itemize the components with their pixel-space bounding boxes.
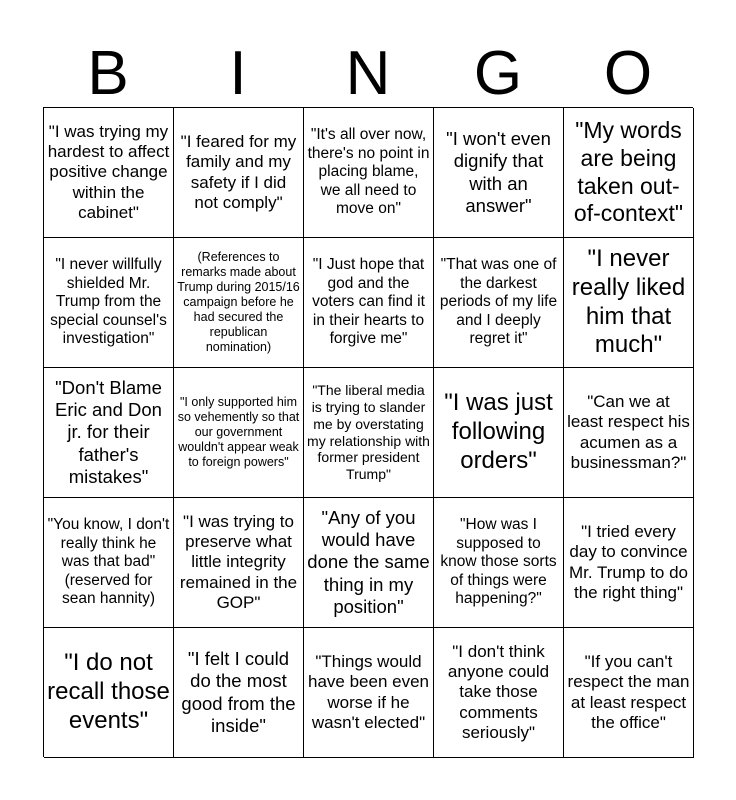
bingo-cell[interactable]: "You know, I don't really think he was that bad" (reserved for sean hannity) [44,498,174,628]
bingo-cell[interactable]: "I feared for my family and my safety if I did not comply" [174,108,304,238]
bingo-cell[interactable]: "The liberal media is trying to slander me by overstating my relationship with former president Trump" [304,368,434,498]
bingo-cell[interactable]: "Can we at least respect his acumen as a businessman?" [564,368,694,498]
bingo-cell[interactable]: "I don't think anyone could take those comments seriously" [434,628,564,758]
header-letter-b: B [87,39,129,108]
bingo-cell[interactable]: "I was just following orders" [434,368,564,498]
bingo-cell[interactable]: "I was trying to preserve what little integrity remained in the GOP" [174,498,304,628]
bingo-cell[interactable]: "I only supported him so vehemently so that our government wouldn't appear weak to foreign powers" [174,368,304,498]
bingo-cell[interactable]: "That was one of the darkest periods of my life and I deeply regret it" [434,238,564,368]
bingo-cell[interactable]: "I tried every day to convince Mr. Trump to do the right thing" [564,498,694,628]
bingo-cell[interactable]: "Any of you would have done the same thing in my position" [304,498,434,628]
bingo-board [43,107,693,757]
header-letter-g: G [473,39,523,108]
bingo-cell[interactable]: "Things would have been even worse if he wasn't elected" [304,628,434,758]
bingo-cell[interactable]: "I won't even dignify that with an answer" [434,108,564,238]
bingo-cell[interactable]: "Don't Blame Eric and Don jr. for their father's mistakes" [44,368,174,498]
bingo-cell[interactable]: (References to remarks made about Trump during 2015/16 campaign before he had secured the republican nomination) [174,238,304,368]
bingo-cell[interactable]: "I felt I could do the most good from the inside" [174,628,304,758]
bingo-cell[interactable]: "I do not recall those events" [44,628,174,758]
header-letter-n: N [345,39,391,108]
header-letter-i: I [229,39,247,108]
header-letter-o: O [603,39,653,108]
bingo-cell[interactable]: "I never willfully shielded Mr. Trump from the special counsel's investigation" [44,238,174,368]
bingo-cell[interactable]: "I never really liked him that much" [564,238,694,368]
bingo-cell[interactable]: "It's all over now, there's no point in placing blame, we all need to move on" [304,108,434,238]
bingo-cell[interactable]: "How was I supposed to know those sorts of things were happening?" [434,498,564,628]
bingo-cell[interactable]: "My words are being taken out-of-context" [564,108,694,238]
bingo-header [43,40,693,108]
bingo-cell[interactable]: "If you can't respect the man at least respect the office" [564,628,694,758]
bingo-cell[interactable]: "I was trying my hardest to affect positive change within the cabinet" [44,108,174,238]
bingo-cell[interactable]: "I Just hope that god and the voters can find it in their hearts to forgive me" [304,238,434,368]
